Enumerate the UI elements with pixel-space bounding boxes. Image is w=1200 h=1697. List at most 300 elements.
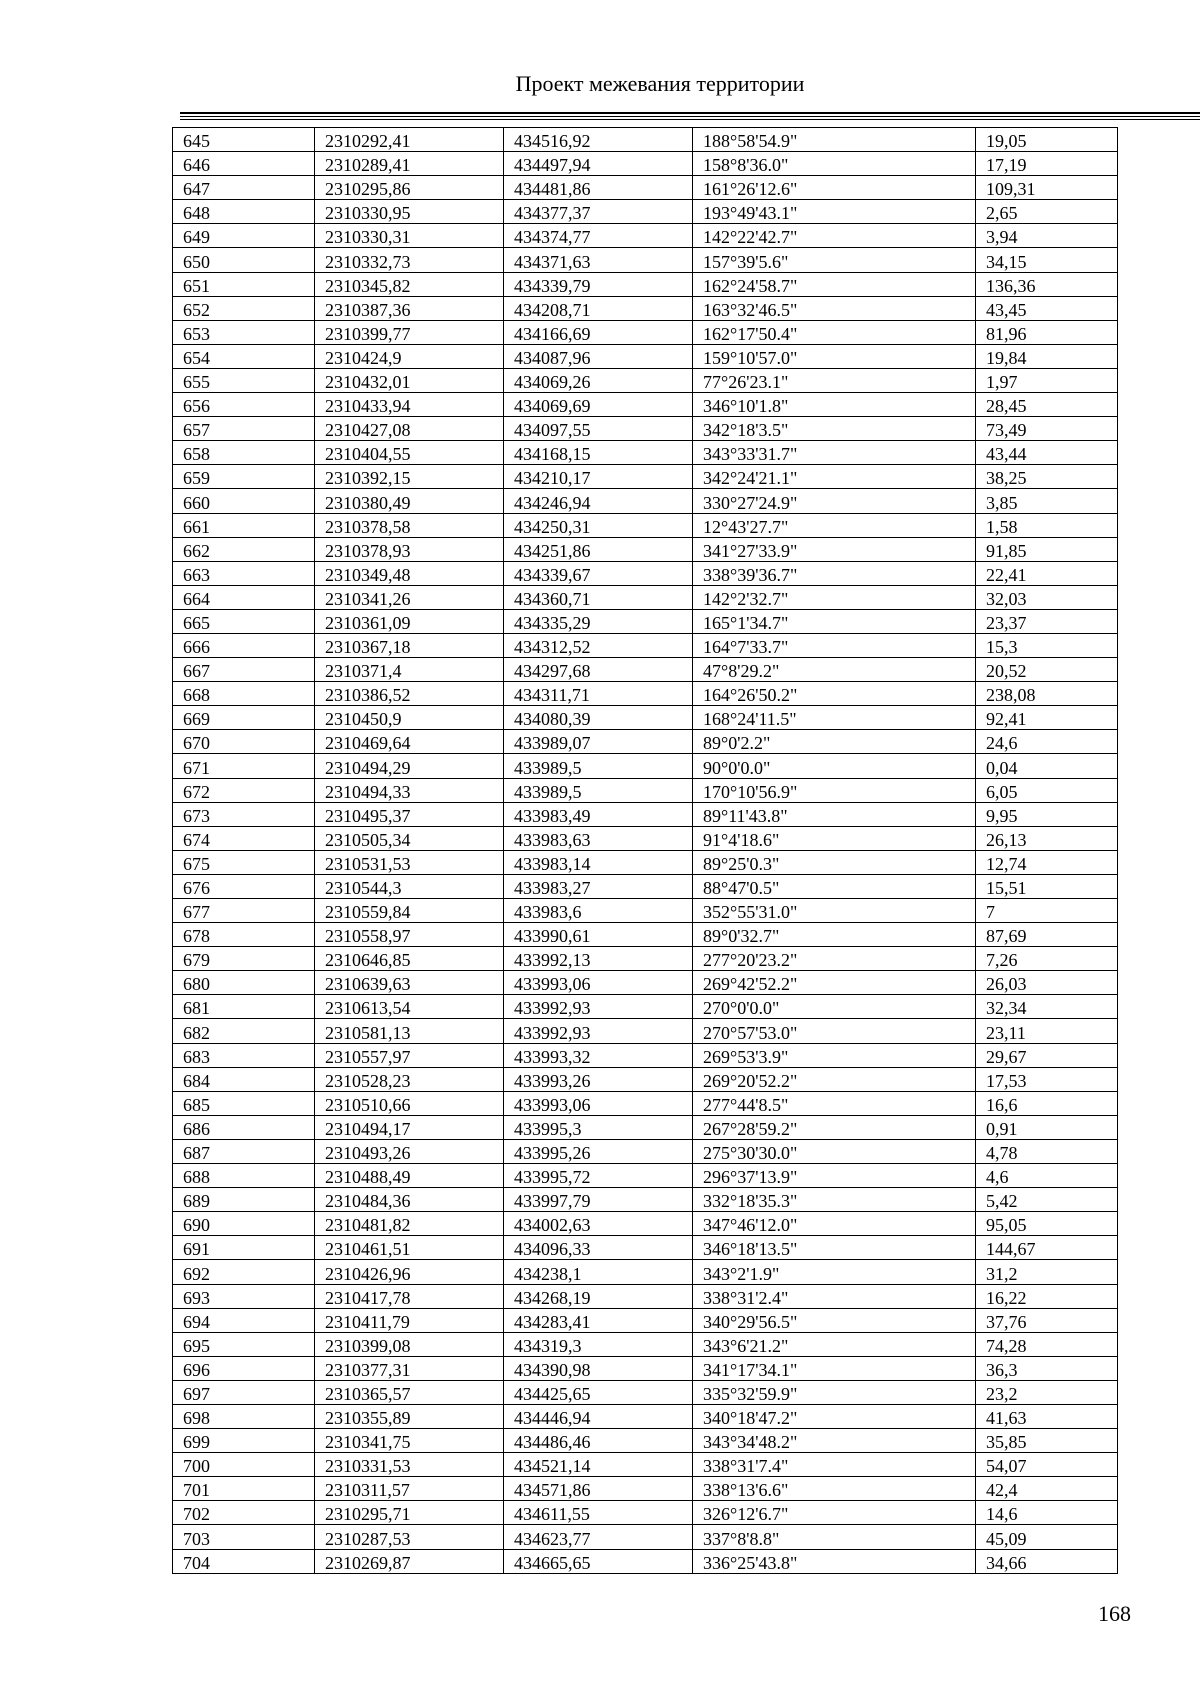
direction-angle-cell: 164°26'50.2" [693,682,976,706]
y-coordinate-cell: 433990,61 [504,923,693,947]
distance-cell: 54,07 [976,1453,1118,1477]
direction-angle-cell: 296°37'13.9" [693,1164,976,1188]
distance-cell: 29,67 [976,1043,1118,1067]
direction-angle-cell: 340°29'56.5" [693,1308,976,1332]
y-coordinate-cell: 434486,46 [504,1429,693,1453]
direction-angle-cell: 332°18'35.3" [693,1188,976,1212]
point-number-cell: 680 [173,971,315,995]
point-number-cell: 663 [173,561,315,585]
y-coordinate-cell: 434571,86 [504,1477,693,1501]
direction-angle-cell: 277°20'23.2" [693,947,976,971]
y-coordinate-cell: 434297,68 [504,658,693,682]
table-row [173,441,1118,465]
direction-angle-cell: 336°25'43.8" [693,1549,976,1573]
distance-cell: 1,97 [976,368,1118,392]
direction-angle-cell: 89°0'32.7" [693,923,976,947]
point-number-cell: 681 [173,995,315,1019]
point-number-cell: 665 [173,609,315,633]
table-row [173,513,1118,537]
table-row [173,1549,1118,1573]
point-number-cell: 645 [173,128,315,152]
direction-angle-cell: 270°57'53.0" [693,1019,976,1043]
distance-cell: 7,26 [976,947,1118,971]
direction-angle-cell: 164°7'33.7" [693,633,976,657]
distance-cell: 23,2 [976,1380,1118,1404]
y-coordinate-cell: 433983,27 [504,874,693,898]
x-coordinate-cell: 2310461,51 [315,1236,504,1260]
direction-angle-cell: 162°17'50.4" [693,320,976,344]
point-number-cell: 703 [173,1525,315,1549]
table-row [173,1380,1118,1404]
x-coordinate-cell: 2310355,89 [315,1404,504,1428]
x-coordinate-cell: 2310349,48 [315,561,504,585]
direction-angle-cell: 170°10'56.9" [693,778,976,802]
point-number-cell: 678 [173,923,315,947]
table-row [173,489,1118,513]
table-row [173,850,1118,874]
x-coordinate-cell: 2310646,85 [315,947,504,971]
distance-cell: 41,63 [976,1404,1118,1428]
distance-cell: 9,95 [976,802,1118,826]
y-coordinate-cell: 433989,5 [504,754,693,778]
point-number-cell: 679 [173,947,315,971]
y-coordinate-cell: 434311,71 [504,682,693,706]
distance-cell: 19,05 [976,128,1118,152]
direction-angle-cell: 337°8'8.8" [693,1525,976,1549]
distance-cell: 23,11 [976,1019,1118,1043]
distance-cell: 5,42 [976,1188,1118,1212]
x-coordinate-cell: 2310481,82 [315,1212,504,1236]
direction-angle-cell: 352°55'31.0" [693,899,976,923]
direction-angle-cell: 161°26'12.6" [693,176,976,200]
point-number-cell: 677 [173,899,315,923]
y-coordinate-cell: 433993,26 [504,1067,693,1091]
direction-angle-cell: 142°2'32.7" [693,585,976,609]
table-row [173,633,1118,657]
table-row [173,658,1118,682]
direction-angle-cell: 343°33'31.7" [693,441,976,465]
x-coordinate-cell: 2310432,01 [315,368,504,392]
direction-angle-cell: 12°43'27.7" [693,513,976,537]
x-coordinate-cell: 2310493,26 [315,1139,504,1163]
table-row [173,1308,1118,1332]
table-row [173,1164,1118,1188]
y-coordinate-cell: 433995,72 [504,1164,693,1188]
distance-cell: 32,03 [976,585,1118,609]
direction-angle-cell: 277°44'8.5" [693,1091,976,1115]
y-coordinate-cell: 434446,94 [504,1404,693,1428]
y-coordinate-cell: 434339,67 [504,561,693,585]
point-number-cell: 697 [173,1380,315,1404]
distance-cell: 0,04 [976,754,1118,778]
table-row [173,585,1118,609]
point-number-cell: 693 [173,1284,315,1308]
distance-cell: 95,05 [976,1212,1118,1236]
y-coordinate-cell: 434250,31 [504,513,693,537]
direction-angle-cell: 338°31'7.4" [693,1453,976,1477]
distance-cell: 6,05 [976,778,1118,802]
point-number-cell: 660 [173,489,315,513]
distance-cell: 26,13 [976,826,1118,850]
distance-cell: 4,78 [976,1139,1118,1163]
y-coordinate-cell: 434210,17 [504,465,693,489]
table-row [173,682,1118,706]
y-coordinate-cell: 433983,49 [504,802,693,826]
y-coordinate-cell: 434069,26 [504,368,693,392]
table-row [173,393,1118,417]
y-coordinate-cell: 433993,32 [504,1043,693,1067]
distance-cell: 20,52 [976,658,1118,682]
table-row [173,971,1118,995]
x-coordinate-cell: 2310399,08 [315,1332,504,1356]
distance-cell: 16,22 [976,1284,1118,1308]
point-number-cell: 646 [173,152,315,176]
direction-angle-cell: 89°11'43.8" [693,802,976,826]
table-row [173,128,1118,152]
x-coordinate-cell: 2310371,4 [315,658,504,682]
point-number-cell: 701 [173,1477,315,1501]
y-coordinate-cell: 434312,52 [504,633,693,657]
y-coordinate-cell: 433992,93 [504,995,693,1019]
point-number-cell: 653 [173,320,315,344]
direction-angle-cell: 162°24'58.7" [693,272,976,296]
y-coordinate-cell: 434268,19 [504,1284,693,1308]
table-row [173,1453,1118,1477]
x-coordinate-cell: 2310289,41 [315,152,504,176]
distance-cell: 17,19 [976,152,1118,176]
x-coordinate-cell: 2310361,09 [315,609,504,633]
direction-angle-cell: 77°26'23.1" [693,368,976,392]
point-number-cell: 685 [173,1091,315,1115]
y-coordinate-cell: 434521,14 [504,1453,693,1477]
y-coordinate-cell: 434377,37 [504,200,693,224]
y-coordinate-cell: 433993,06 [504,971,693,995]
x-coordinate-cell: 2310488,49 [315,1164,504,1188]
table-row [173,899,1118,923]
table-row [173,1356,1118,1380]
distance-cell: 15,3 [976,633,1118,657]
table-row [173,537,1118,561]
y-coordinate-cell: 434360,71 [504,585,693,609]
direction-angle-cell: 326°12'6.7" [693,1501,976,1525]
point-number-cell: 654 [173,344,315,368]
x-coordinate-cell: 2310426,96 [315,1260,504,1284]
distance-cell: 32,34 [976,995,1118,1019]
table-row [173,320,1118,344]
x-coordinate-cell: 2310269,87 [315,1549,504,1573]
table-row [173,344,1118,368]
x-coordinate-cell: 2310494,33 [315,778,504,802]
x-coordinate-cell: 2310484,36 [315,1188,504,1212]
y-coordinate-cell: 433995,26 [504,1139,693,1163]
table-row [173,923,1118,947]
point-number-cell: 671 [173,754,315,778]
point-number-cell: 694 [173,1308,315,1332]
header-rule-thin-lower [180,119,1200,120]
point-number-cell: 702 [173,1501,315,1525]
table-row [173,465,1118,489]
table-row [173,1260,1118,1284]
x-coordinate-cell: 2310417,78 [315,1284,504,1308]
x-coordinate-cell: 2310544,3 [315,874,504,898]
table-row [173,1501,1118,1525]
x-coordinate-cell: 2310411,79 [315,1308,504,1332]
distance-cell: 31,2 [976,1260,1118,1284]
distance-cell: 26,03 [976,971,1118,995]
distance-cell: 3,85 [976,489,1118,513]
point-number-cell: 689 [173,1188,315,1212]
point-number-cell: 651 [173,272,315,296]
distance-cell: 238,08 [976,682,1118,706]
direction-angle-cell: 269°53'3.9" [693,1043,976,1067]
header-rule-thin [180,116,1200,117]
point-number-cell: 686 [173,1115,315,1139]
x-coordinate-cell: 2310292,41 [315,128,504,152]
y-coordinate-cell: 434339,79 [504,272,693,296]
distance-cell: 3,94 [976,224,1118,248]
y-coordinate-cell: 434481,86 [504,176,693,200]
header-rule-thick [180,112,1200,114]
direction-angle-cell: 338°31'2.4" [693,1284,976,1308]
point-number-cell: 698 [173,1404,315,1428]
distance-cell: 23,37 [976,609,1118,633]
direction-angle-cell: 343°6'21.2" [693,1332,976,1356]
table-row [173,778,1118,802]
distance-cell: 87,69 [976,923,1118,947]
table-row [173,1043,1118,1067]
y-coordinate-cell: 433989,07 [504,730,693,754]
y-coordinate-cell: 434497,94 [504,152,693,176]
direction-angle-cell: 346°18'13.5" [693,1236,976,1260]
x-coordinate-cell: 2310424,9 [315,344,504,368]
distance-cell: 35,85 [976,1429,1118,1453]
y-coordinate-cell: 434002,63 [504,1212,693,1236]
distance-cell: 1,58 [976,513,1118,537]
point-number-cell: 655 [173,368,315,392]
point-number-cell: 649 [173,224,315,248]
direction-angle-cell: 89°25'0.3" [693,850,976,874]
point-number-cell: 669 [173,706,315,730]
point-number-cell: 661 [173,513,315,537]
point-number-cell: 648 [173,200,315,224]
distance-cell: 16,6 [976,1091,1118,1115]
point-number-cell: 672 [173,778,315,802]
x-coordinate-cell: 2310378,93 [315,537,504,561]
table-row [173,368,1118,392]
direction-angle-cell: 270°0'0.0" [693,995,976,1019]
y-coordinate-cell: 434374,77 [504,224,693,248]
table-row [173,1139,1118,1163]
page-header-title: Проект межевания территории [515,71,805,96]
table-row [173,248,1118,272]
direction-angle-cell: 342°18'3.5" [693,417,976,441]
x-coordinate-cell: 2310341,75 [315,1429,504,1453]
point-number-cell: 667 [173,658,315,682]
direction-angle-cell: 343°34'48.2" [693,1429,976,1453]
x-coordinate-cell: 2310613,54 [315,995,504,1019]
table-row [173,730,1118,754]
x-coordinate-cell: 2310528,23 [315,1067,504,1091]
x-coordinate-cell: 2310399,77 [315,320,504,344]
direction-angle-cell: 269°42'52.2" [693,971,976,995]
y-coordinate-cell: 434087,96 [504,344,693,368]
x-coordinate-cell: 2310311,57 [315,1477,504,1501]
point-number-cell: 658 [173,441,315,465]
direction-angle-cell: 346°10'1.8" [693,393,976,417]
distance-cell: 144,67 [976,1236,1118,1260]
y-coordinate-cell: 434069,69 [504,393,693,417]
direction-angle-cell: 347°46'12.0" [693,1212,976,1236]
y-coordinate-cell: 434390,98 [504,1356,693,1380]
direction-angle-cell: 342°24'21.1" [693,465,976,489]
y-coordinate-cell: 434665,65 [504,1549,693,1573]
point-number-cell: 668 [173,682,315,706]
y-coordinate-cell: 433992,13 [504,947,693,971]
point-number-cell: 700 [173,1453,315,1477]
distance-cell: 17,53 [976,1067,1118,1091]
point-number-cell: 688 [173,1164,315,1188]
point-number-cell: 664 [173,585,315,609]
direction-angle-cell: 338°13'6.6" [693,1477,976,1501]
table-row [173,1525,1118,1549]
y-coordinate-cell: 433983,6 [504,899,693,923]
y-coordinate-cell: 434238,1 [504,1260,693,1284]
y-coordinate-cell: 434168,15 [504,441,693,465]
distance-cell: 38,25 [976,465,1118,489]
x-coordinate-cell: 2310505,34 [315,826,504,850]
x-coordinate-cell: 2310377,31 [315,1356,504,1380]
direction-angle-cell: 159°10'57.0" [693,344,976,368]
distance-cell: 34,15 [976,248,1118,272]
direction-angle-cell: 188°58'54.9" [693,128,976,152]
point-number-cell: 683 [173,1043,315,1067]
direction-angle-cell: 163°32'46.5" [693,296,976,320]
direction-angle-cell: 47°8'29.2" [693,658,976,682]
point-number-cell: 666 [173,633,315,657]
x-coordinate-cell: 2310469,64 [315,730,504,754]
distance-cell: 92,41 [976,706,1118,730]
direction-angle-cell: 343°2'1.9" [693,1260,976,1284]
distance-cell: 45,09 [976,1525,1118,1549]
point-number-cell: 691 [173,1236,315,1260]
distance-cell: 24,6 [976,730,1118,754]
x-coordinate-cell: 2310295,71 [315,1501,504,1525]
table-row [173,1429,1118,1453]
distance-cell: 109,31 [976,176,1118,200]
point-number-cell: 652 [173,296,315,320]
distance-cell: 74,28 [976,1332,1118,1356]
table-row [173,561,1118,585]
y-coordinate-cell: 434425,65 [504,1380,693,1404]
distance-cell: 136,36 [976,272,1118,296]
direction-angle-cell: 165°1'34.7" [693,609,976,633]
point-number-cell: 656 [173,393,315,417]
x-coordinate-cell: 2310341,26 [315,585,504,609]
distance-cell: 15,51 [976,874,1118,898]
distance-cell: 34,66 [976,1549,1118,1573]
direction-angle-cell: 168°24'11.5" [693,706,976,730]
distance-cell: 14,6 [976,1501,1118,1525]
direction-angle-cell: 142°22'42.7" [693,224,976,248]
x-coordinate-cell: 2310345,82 [315,272,504,296]
distance-cell: 12,74 [976,850,1118,874]
x-coordinate-cell: 2310386,52 [315,682,504,706]
table-row [173,826,1118,850]
y-coordinate-cell: 434166,69 [504,320,693,344]
direction-angle-cell: 88°47'0.5" [693,874,976,898]
point-number-cell: 662 [173,537,315,561]
y-coordinate-cell: 434080,39 [504,706,693,730]
x-coordinate-cell: 2310392,15 [315,465,504,489]
y-coordinate-cell: 434623,77 [504,1525,693,1549]
x-coordinate-cell: 2310332,73 [315,248,504,272]
table-row [173,272,1118,296]
direction-angle-cell: 193°49'43.1" [693,200,976,224]
distance-cell: 0,91 [976,1115,1118,1139]
y-coordinate-cell: 434611,55 [504,1501,693,1525]
table-row [173,1404,1118,1428]
direction-angle-cell: 157°39'5.6" [693,248,976,272]
x-coordinate-cell: 2310433,94 [315,393,504,417]
point-number-cell: 675 [173,850,315,874]
distance-cell: 43,45 [976,296,1118,320]
x-coordinate-cell: 2310380,49 [315,489,504,513]
x-coordinate-cell: 2310559,84 [315,899,504,923]
table-row [173,1019,1118,1043]
x-coordinate-cell: 2310639,63 [315,971,504,995]
table-row [173,995,1118,1019]
table-row [173,200,1118,224]
direction-angle-cell: 330°27'24.9" [693,489,976,513]
table-row [173,706,1118,730]
x-coordinate-cell: 2310367,18 [315,633,504,657]
distance-cell: 91,85 [976,537,1118,561]
coordinates-table [172,127,1118,1574]
point-number-cell: 687 [173,1139,315,1163]
distance-cell: 19,84 [976,344,1118,368]
x-coordinate-cell: 2310495,37 [315,802,504,826]
x-coordinate-cell: 2310387,36 [315,296,504,320]
table-row [173,1284,1118,1308]
y-coordinate-cell: 434251,86 [504,537,693,561]
y-coordinate-cell: 434283,41 [504,1308,693,1332]
point-number-cell: 696 [173,1356,315,1380]
table-row [173,1332,1118,1356]
distance-cell: 7 [976,899,1118,923]
point-number-cell: 670 [173,730,315,754]
y-coordinate-cell: 433983,14 [504,850,693,874]
y-coordinate-cell: 433997,79 [504,1188,693,1212]
direction-angle-cell: 335°32'59.9" [693,1380,976,1404]
x-coordinate-cell: 2310494,29 [315,754,504,778]
x-coordinate-cell: 2310558,97 [315,923,504,947]
point-number-cell: 684 [173,1067,315,1091]
y-coordinate-cell: 433995,3 [504,1115,693,1139]
coordinates-table-body [173,128,1118,1574]
point-number-cell: 673 [173,802,315,826]
table-row [173,1212,1118,1236]
x-coordinate-cell: 2310330,31 [315,224,504,248]
table-row [173,754,1118,778]
page-number: 168 [1098,1601,1131,1626]
direction-angle-cell: 89°0'2.2" [693,730,976,754]
point-number-cell: 695 [173,1332,315,1356]
point-number-cell: 704 [173,1549,315,1573]
distance-cell: 4,6 [976,1164,1118,1188]
distance-cell: 37,76 [976,1308,1118,1332]
table-row [173,224,1118,248]
table-row [173,1115,1118,1139]
